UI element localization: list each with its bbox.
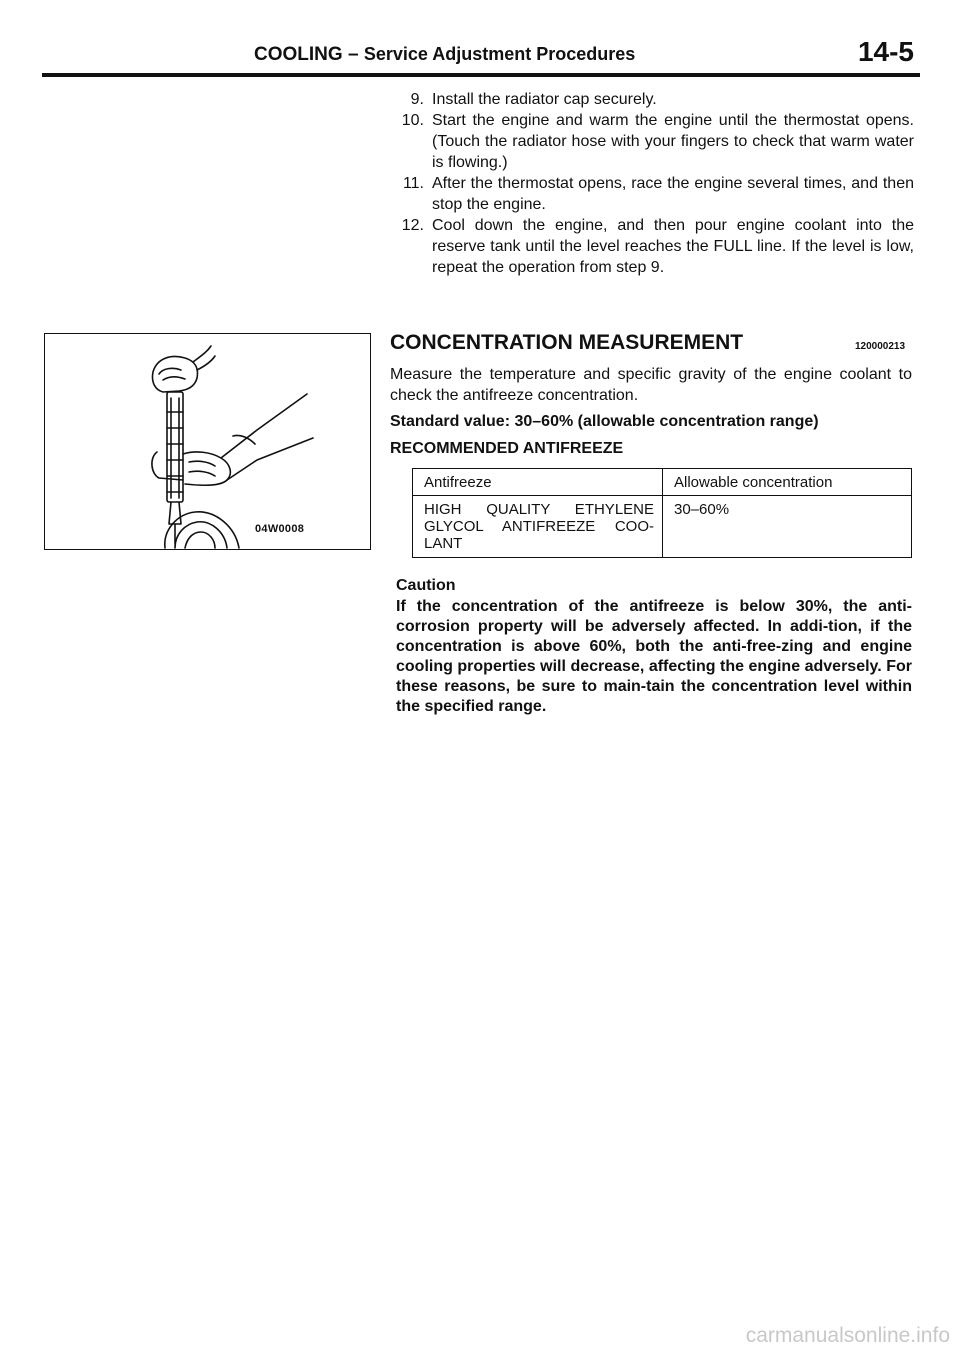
section-code: 120000213 (855, 341, 906, 352)
step-item (388, 173, 914, 215)
step-number: 11. (402, 175, 424, 192)
caution-title: Caution (396, 577, 456, 594)
table-row (413, 496, 912, 558)
watermark: carmanualsonline.info (745, 1324, 950, 1347)
header-rule (42, 73, 920, 77)
standard-value: Standard value: 30–60% (allowable concentration range) (390, 413, 819, 430)
hydrometer-illustration-icon (45, 334, 370, 549)
step-item (388, 215, 914, 278)
recommended-heading: RECOMMENDED ANTIFREEZE (390, 440, 624, 457)
step-number: 10. (401, 112, 424, 129)
table-header-row (413, 469, 912, 496)
procedure-steps (388, 89, 914, 278)
step-text: Start the engine and warm the engine until the thermostat opens. (Touch the radiator hose with your fingers to check that warm water is flowing.) (432, 112, 914, 171)
table-header-cell: Allowable concentration (663, 469, 912, 496)
step-number: 9. (410, 91, 424, 108)
antifreeze-type: HIGH QUALITY ETHYLENE GLYCOL ANTIFREEZE COO-LANT (424, 501, 654, 552)
table-header-cell: Antifreeze (413, 469, 663, 496)
table-cell: 30–60% (663, 496, 912, 558)
header-title (254, 44, 635, 66)
step-text: After the thermostat opens, race the engine several times, and then stop the engine. (432, 175, 914, 213)
step-item (388, 89, 914, 110)
step-number: 12. (401, 217, 424, 234)
page-number: 14-5 (857, 36, 914, 67)
section-intro: Measure the temperature and specific gravity of the engine coolant to check the antifreeze concentration. (390, 366, 912, 404)
figure-code: 04W0008 (255, 523, 305, 535)
section-title: CONCENTRATION MEASUREMENT (390, 331, 744, 354)
step-text: Cool down the engine, and then pour engine coolant into the reserve tank until the level reaches the FULL line. If the level is low, repeat the operation from step 9. (432, 217, 914, 276)
table-cell (413, 496, 663, 558)
header-subtitle: Service Adjustment Procedures (363, 44, 636, 64)
step-item (388, 110, 914, 173)
antifreeze-table (412, 468, 912, 558)
figure-frame (44, 333, 371, 550)
page-header (0, 0, 960, 78)
header-dash: – (347, 44, 359, 65)
step-text: Install the radiator cap securely. (432, 91, 657, 108)
header-chapter: COOLING (254, 44, 343, 65)
caution-text: If the concentration of the antifreeze is below 30%, the anti-corrosion property will be adversely affected. In addi-tion, if the concentration is above 60%, both the anti-free-zing and engine cooling properties will decrease, affecting the engine adversely. For these reasons, be sure to main-tain the concentration level within the specified range. (396, 598, 912, 715)
